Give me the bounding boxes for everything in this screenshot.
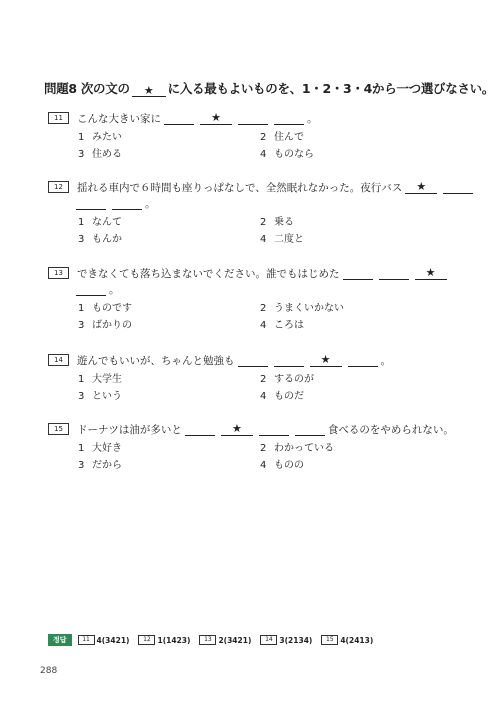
question-number: 13 — [48, 267, 69, 279]
answer-item: 13 2(3421) — [199, 635, 251, 645]
answer-blank — [76, 283, 106, 296]
option-2: 2 うまくいかない — [260, 303, 344, 314]
star-icon: ★ — [143, 84, 154, 97]
question-text-end: 。 — [380, 354, 391, 367]
title-prefix: 問題8 次の文の — [44, 81, 130, 96]
answer-blank — [379, 267, 409, 280]
star-icon: ★ — [320, 352, 331, 366]
answer-blank — [348, 354, 378, 367]
page-number: 288 — [40, 666, 58, 676]
answer-blank — [443, 181, 473, 194]
answer-item: 14 3(2134) — [260, 635, 312, 645]
star-blank — [221, 423, 253, 436]
question-text-end: 。 — [109, 283, 120, 296]
question-text-end: 。 — [307, 112, 318, 125]
answer-item: 11 4(3421) — [78, 635, 130, 645]
option-3: 3 もんか — [78, 234, 122, 245]
option-1: 1 なんて — [78, 217, 122, 228]
answer-item: 12 1(1423) — [138, 635, 190, 645]
answer-blank — [274, 354, 304, 367]
question-text: できなくても落ち込まないでください。誰でもはじめた — [77, 267, 340, 280]
question-number: 11 — [48, 112, 69, 124]
option-2: 2 わかっている — [260, 443, 334, 454]
option-3: 3 住める — [78, 149, 122, 160]
answer-blank — [238, 112, 268, 125]
answer-blank — [274, 112, 304, 125]
answer-blank — [259, 423, 289, 436]
option-2: 2 乗る — [260, 217, 294, 228]
answer-tag: 정답 — [48, 634, 72, 646]
option-1: 1 ものです — [78, 303, 132, 314]
question-text: 揺れる車内で６時間も座りっぱなしで、全然眠れなかった。夜行バス — [77, 181, 403, 194]
question-text-end: 。 — [145, 197, 156, 210]
question-14 — [48, 352, 391, 402]
question-text: 遊んでもいいが、ちゃんと勉強も — [77, 354, 235, 367]
star-blank — [405, 181, 437, 194]
star-icon: ★ — [211, 110, 221, 124]
answer-blank — [185, 423, 215, 436]
answer-key — [48, 634, 376, 646]
answer-blank — [112, 197, 142, 210]
answer-blank — [76, 197, 106, 210]
question-text-after: 食べるのをやめられない。 — [327, 423, 454, 436]
question-13 — [48, 265, 450, 331]
option-1: 1 大学生 — [78, 374, 122, 385]
question-number: 15 — [48, 423, 69, 435]
option-4: 4 ものの — [260, 460, 304, 471]
question-text: こんな大きい家に — [77, 112, 161, 125]
star-blank — [200, 112, 232, 125]
answer-blank — [295, 423, 325, 436]
option-1: 1 みたい — [78, 132, 122, 143]
answer-blank — [343, 267, 373, 280]
section-title — [44, 79, 494, 97]
option-4: 4 ものなら — [260, 149, 314, 160]
question-12 — [48, 179, 476, 245]
answer-blank — [164, 112, 194, 125]
star-icon: ★ — [425, 265, 436, 279]
option-3: 3 という — [78, 391, 122, 402]
question-15 — [48, 421, 454, 471]
star-blank — [310, 354, 342, 367]
star-icon: ★ — [416, 179, 427, 193]
question-number: 14 — [48, 354, 69, 366]
star-blank — [415, 267, 447, 280]
option-4: 4 ものだ — [260, 391, 304, 402]
question-number: 12 — [48, 181, 69, 193]
option-3: 3 ばかりの — [78, 320, 132, 331]
option-2: 2 するのが — [260, 374, 314, 385]
option-1: 1 大好き — [78, 443, 122, 454]
question-11 — [48, 110, 318, 160]
answer-blank — [238, 354, 268, 367]
option-2: 2 住んで — [260, 132, 304, 143]
option-4: 4 ころは — [260, 320, 304, 331]
option-4: 4 二度と — [260, 234, 304, 245]
answer-item: 15 4(2413) — [321, 635, 373, 645]
title-star-blank — [132, 84, 166, 97]
star-icon: ★ — [231, 421, 242, 435]
title-suffix: に入る最もよいものを、1・2・3・4から一つ選びなさい。 — [167, 81, 495, 96]
question-text: ドーナツは油が多いと — [77, 423, 182, 436]
option-3: 3 だから — [78, 460, 122, 471]
